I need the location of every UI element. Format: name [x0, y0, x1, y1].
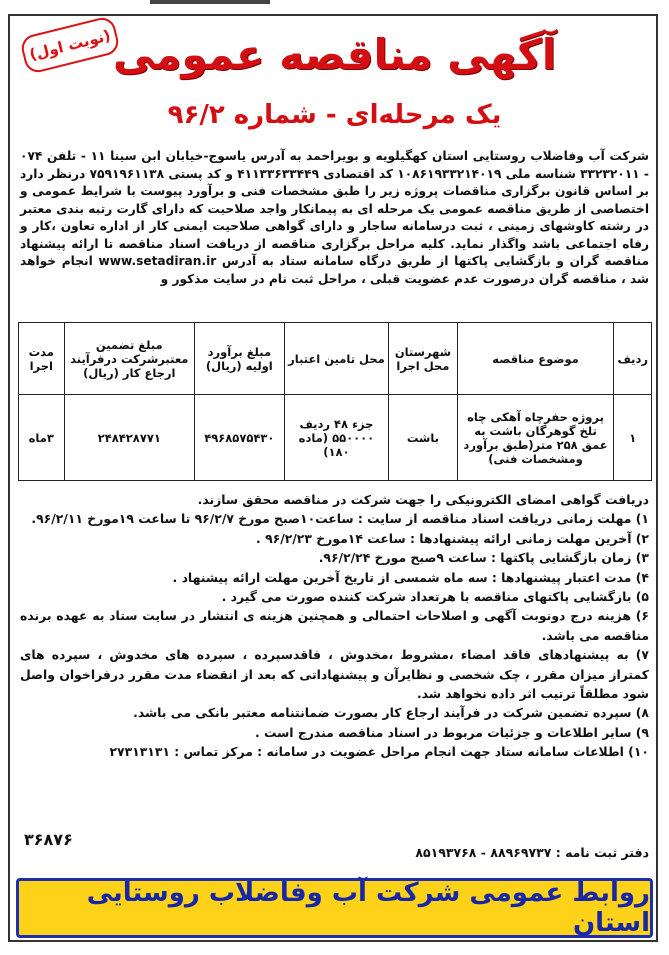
top-rule [150, 0, 270, 4]
clauses-list [20, 490, 649, 762]
first-publication-badge: (نوبت اول) [19, 15, 121, 75]
cell-subject: پروژه حفرچاه آهکی چاه تلخ گوهرگان باشت به عمق ۲۵۸ متر(طبق برآورد ومشخصات فنی) [457, 395, 614, 481]
tender-table-header [19, 323, 652, 395]
clause-item: ۸) سپرده تضمین شرکت در فرآیند ارجاع کار بصورت ضمانتنامه معتبر بانکی می باشد. [133, 705, 649, 721]
header-guarantee: مبلغ تضمین معتبرشرکت درفرآیند ارجاع کار (ریال) [64, 323, 195, 395]
serial-number: ۳۶۸۷۶ [24, 830, 73, 849]
clause-preamble: دریافت گواهی امضای الکترونیکی را جهت شرکت در مناقصه محقق سازند. [197, 492, 649, 507]
notice-subtitle: یک مرحله‌ای - شماره ۹۶/۲ [167, 100, 502, 130]
clause-item: ۳) زمان بازگشایی پاکتها : ساعت ۹صبح مورخ ۹۶/۲/۲۴. [318, 550, 649, 566]
clause-item: ۴) مدت اعتبار پیشنهادها : سه ماه شمسی از تاریخ آخرین مهلت ارائه پیشنهاد . [172, 569, 649, 585]
cell-city: باشت [389, 395, 457, 481]
header-duration: مدت اجرا [19, 323, 65, 395]
clause-item: ۶) هزینه درج دونوبت آگهی و اصلاحات احتمالی و همچنین هزینه ی انتشار در سایت ستاد به عهده برنده مناقصه می باشد. [20, 608, 649, 643]
intro-paragraph: شرکت آب وفاضلاب روستایی استان کهگیلویه و بویراحمد به آدرس یاسوج-خیابان ابن سینا ۱۱ - تلفن ۰۷۴ - ۳۳۲۳۲۰۱۱ شناسه ملی ۱۰۸۶۱۹۳۳۲۱۴۰۱۹ کد اقتصادی ۴۱۱۳۳۶۳۳۴۴۹ و کد پستی ۷۵۹۱۹۶۱۱۳۸ درنظر دارد بر اساس قانون برگزاری مناقصات پروژه زیر را طبق مشخصات فنی و برآورد پیوست با شرایط عمومی و اختصاصی از طریق مناقصه عمومی یک مرحله ای به پیمانکار واجد صلاحیت که دارای گارت رتبه بندی معتبر در رشته کاوشهای زمینی ، ثبت درسامانه ساجار و دارای گواهی صلاحیت ایمنی کار از اداره تعاون ،کار و رفاه اجتماعی باشد واگذار نماید. کلیه مراحل برگزاری مناقصه از دریافت اسناد مناقصه تا ارائه پیشنهاد مناقصه گران و بازگشایی پاکتها از طریق درگاه سامانه ستاد به آدرس www.setadiran.ir انجام خواهد شد ، مناقصه گران درصورت عدم عضویت قبلی ، مراحل ثبت نام در سایت مذکور و [20, 149, 650, 286]
clause-item: ۱۰) اطلاعات سامانه ستاد جهت انجام مراحل عضویت در سامانه : مرکز تماس : ۲۷۳۱۳۱۳۱ [109, 744, 649, 760]
notice-title: آگهی مناقصه عمومی [112, 30, 557, 79]
header-row-number: ردیف [614, 323, 652, 395]
table-row [19, 395, 652, 481]
cell-funding: جزء ۴۸ ردیف ۵۵۰۰۰۰ (ماده ۱۸۰) [284, 395, 389, 481]
cell-estimate: ۴۹۶۸۵۷۵۴۳۰ [195, 395, 285, 481]
cell-row-number: ۱ [614, 395, 652, 481]
clause-item: ۷) به پیشنهادهای فاقد امضاء ،مشروط ،مخدوش ، فاقدسپرده ، سپرده های مخدوش ، سپرده های کمتراز میزان مقرر ، چک شخصی و نظایرآن و پیشنهاداتی که بعد از انقضاء مدت مقرر درفراخوان واصل شود مطلقاً ترتیب اثر داده نخواهد شد. [20, 647, 649, 702]
header-subject: موضوع مناقصه [457, 323, 614, 395]
clause-item: ۱) مهلت زمانی دریافت اسناد مناقصه از سایت : ساعت۱۰صبح مورخ ۹۶/۲/۷ تا ساعت ۱۹مورخ ۹۶/۲/۱۱. [31, 511, 649, 527]
clause-item: ۹) سایر اطلاعات و جزئیات مربوط در اسناد مناقصه مندرج است . [254, 724, 649, 740]
cell-guarantee: ۲۴۸۴۲۸۷۷۱ [64, 395, 195, 481]
tender-table [18, 322, 652, 481]
header-funding: محل تامین اعتبار [284, 323, 389, 395]
clause-item: ۲) آخرین مهلت زمانی ارائه پیشنهادها : ساعت ۱۴مورخ ۹۶/۲/۲۳ . [256, 530, 649, 546]
clause-item: ۵) بازگشایی پاکتهای مناقصه با هرتعداد شرکت کننده صورت می گیرد . [221, 589, 649, 605]
header-city: شهرستان محل اجرا [389, 323, 457, 395]
footer-banner: روابط عمومی شرکت آب وفاضلاب روستایی استان [16, 878, 653, 938]
cell-duration: ۳ماه [19, 395, 65, 481]
registry-office: دفتر ثبت نامه : ۸۸۹۶۹۷۳۷ - ۸۵۱۹۳۷۶۸ [415, 845, 649, 860]
header-estimate: مبلغ برآورد اولیه (ریال) [195, 323, 285, 395]
